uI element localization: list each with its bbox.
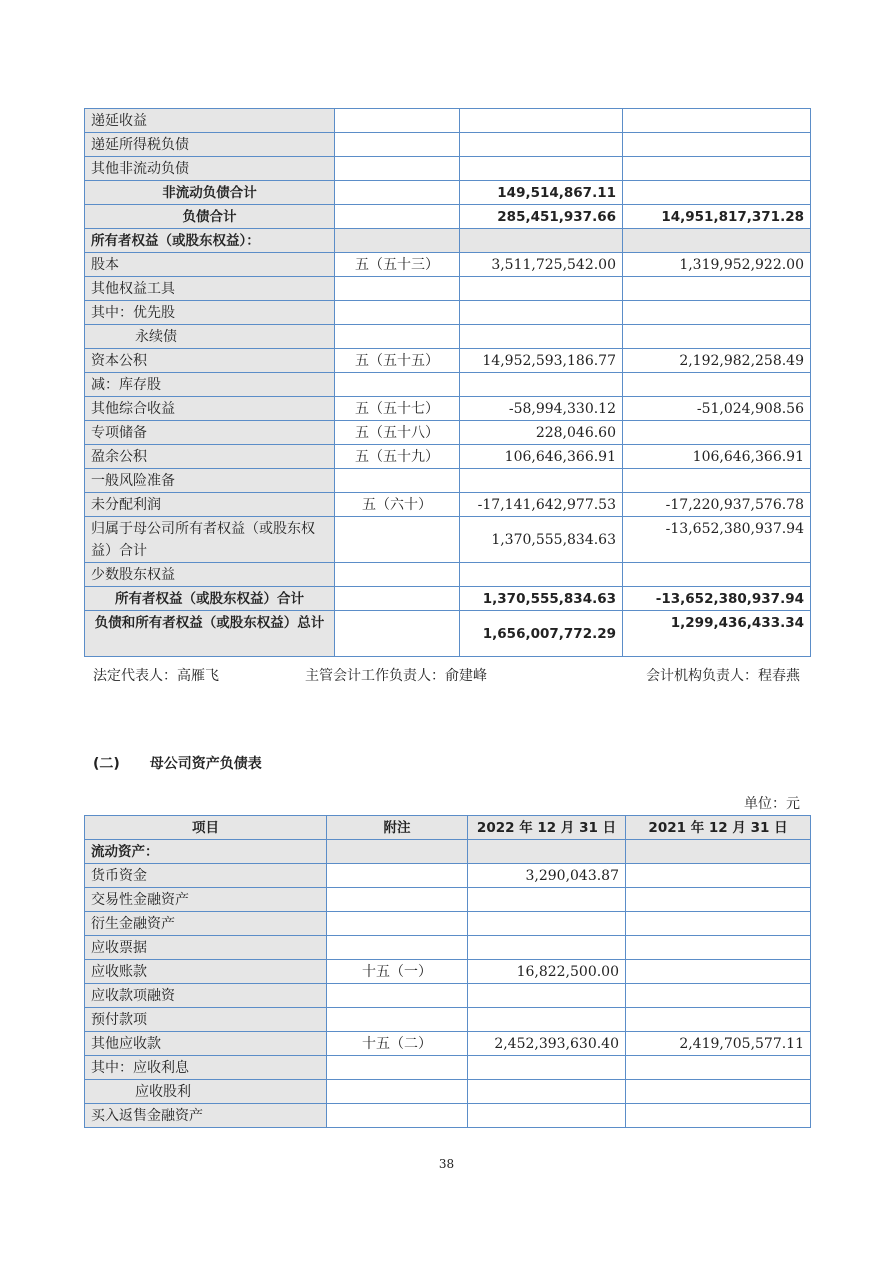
row-note bbox=[335, 109, 460, 133]
row-note: 五（五十五） bbox=[335, 349, 460, 373]
table-row bbox=[85, 181, 811, 205]
table-row bbox=[85, 493, 811, 517]
table-row bbox=[85, 1056, 811, 1080]
row-note bbox=[327, 888, 468, 912]
row-value-2022 bbox=[468, 1008, 626, 1032]
row-value-2022: 285,451,937.66 bbox=[460, 205, 623, 229]
table-row bbox=[85, 133, 811, 157]
table-row bbox=[85, 563, 811, 587]
table-row bbox=[85, 229, 811, 253]
row-label: 其他应收款 bbox=[85, 1032, 327, 1056]
table-row bbox=[85, 373, 811, 397]
row-note bbox=[327, 984, 468, 1008]
row-note: 五（五十七） bbox=[335, 397, 460, 421]
row-value-2022 bbox=[460, 301, 623, 325]
row-value-2021: 1,319,952,922.00 bbox=[623, 253, 811, 277]
row-label: 一般风险准备 bbox=[85, 469, 335, 493]
row-value-2021: 106,646,366.91 bbox=[623, 445, 811, 469]
row-note bbox=[327, 864, 468, 888]
row-value-2022: 1,656,007,772.29 bbox=[460, 611, 623, 657]
row-label: 买入返售金融资产 bbox=[85, 1104, 327, 1128]
table-row bbox=[85, 469, 811, 493]
row-note bbox=[335, 373, 460, 397]
header-note: 附注 bbox=[327, 816, 468, 840]
row-note bbox=[335, 205, 460, 229]
parent-company-balance-sheet bbox=[84, 815, 811, 1128]
row-value-2022 bbox=[460, 277, 623, 301]
row-value-2022 bbox=[460, 563, 623, 587]
row-value-2021 bbox=[626, 912, 811, 936]
row-value-2022 bbox=[468, 840, 626, 864]
row-value-2022: 1,370,555,834.63 bbox=[460, 587, 623, 611]
row-value-2022 bbox=[460, 373, 623, 397]
row-label: 永续债 bbox=[85, 325, 335, 349]
row-value-2021 bbox=[623, 229, 811, 253]
section-title: 母公司资产负债表 bbox=[149, 756, 262, 772]
row-label: 应收账款 bbox=[85, 960, 327, 984]
table-row bbox=[85, 1032, 811, 1056]
table-row bbox=[85, 157, 811, 181]
row-note bbox=[327, 840, 468, 864]
row-note: 十五（一） bbox=[327, 960, 468, 984]
row-value-2022 bbox=[468, 936, 626, 960]
row-label: 递延所得税负债 bbox=[85, 133, 335, 157]
header-item: 项目 bbox=[85, 816, 327, 840]
table-row bbox=[85, 277, 811, 301]
row-value-2022 bbox=[460, 229, 623, 253]
row-label: 盈余公积 bbox=[85, 445, 335, 469]
row-value-2021 bbox=[623, 109, 811, 133]
table-row bbox=[85, 325, 811, 349]
row-value-2022 bbox=[460, 133, 623, 157]
row-label: 减：库存股 bbox=[85, 373, 335, 397]
table-row bbox=[85, 109, 811, 133]
row-label: 应收票据 bbox=[85, 936, 327, 960]
row-value-2022 bbox=[468, 1080, 626, 1104]
row-note bbox=[335, 517, 460, 563]
row-value-2021 bbox=[623, 325, 811, 349]
row-note bbox=[335, 229, 460, 253]
row-label: 股本 bbox=[85, 253, 335, 277]
row-note bbox=[335, 157, 460, 181]
table-row bbox=[85, 936, 811, 960]
row-note bbox=[327, 1104, 468, 1128]
row-label: 其他非流动负债 bbox=[85, 157, 335, 181]
row-value-2022 bbox=[468, 984, 626, 1008]
table-row bbox=[85, 445, 811, 469]
row-note bbox=[335, 611, 460, 657]
unit-label: 单位：元 bbox=[744, 796, 800, 812]
row-value-2021 bbox=[623, 469, 811, 493]
table-row bbox=[85, 864, 811, 888]
row-note bbox=[335, 301, 460, 325]
row-value-2021: -13,652,380,937.94 bbox=[623, 517, 811, 563]
table-row bbox=[85, 1008, 811, 1032]
row-note bbox=[335, 277, 460, 301]
header-2021: 2021 年 12 月 31 日 bbox=[626, 816, 811, 840]
header-2022: 2022 年 12 月 31 日 bbox=[468, 816, 626, 840]
table-row bbox=[85, 517, 811, 563]
table-row bbox=[85, 984, 811, 1008]
row-label: 归属于母公司所有者权益（或股东权益）合计 bbox=[85, 517, 335, 563]
table-row bbox=[85, 205, 811, 229]
row-label: 其他权益工具 bbox=[85, 277, 335, 301]
table-row bbox=[85, 960, 811, 984]
row-label: 其中：优先股 bbox=[85, 301, 335, 325]
row-note bbox=[335, 325, 460, 349]
row-label: 资本公积 bbox=[85, 349, 335, 373]
row-label: 其中：应收利息 bbox=[85, 1056, 327, 1080]
accounting-org-head: 会计机构负责人：程春燕 bbox=[646, 668, 800, 684]
row-value-2021 bbox=[626, 936, 811, 960]
row-value-2021 bbox=[623, 563, 811, 587]
row-value-2021 bbox=[626, 1080, 811, 1104]
row-label: 其他综合收益 bbox=[85, 397, 335, 421]
row-note bbox=[327, 912, 468, 936]
row-label: 非流动负债合计 bbox=[85, 181, 335, 205]
consolidated-balance-sheet-continued bbox=[84, 108, 811, 657]
row-label: 少数股东权益 bbox=[85, 563, 335, 587]
row-note bbox=[335, 587, 460, 611]
row-value-2021 bbox=[626, 960, 811, 984]
table-row bbox=[85, 587, 811, 611]
table1-body bbox=[85, 109, 811, 517]
row-label: 货币资金 bbox=[85, 864, 327, 888]
row-note bbox=[335, 181, 460, 205]
row-note: 五（五十九） bbox=[335, 445, 460, 469]
row-note bbox=[327, 936, 468, 960]
row-value-2022: 14,952,593,186.77 bbox=[460, 349, 623, 373]
table-row bbox=[85, 349, 811, 373]
row-value-2022 bbox=[468, 912, 626, 936]
row-value-2021 bbox=[623, 181, 811, 205]
row-label: 流动资产： bbox=[85, 840, 327, 864]
row-value-2021 bbox=[623, 133, 811, 157]
row-value-2022 bbox=[460, 325, 623, 349]
row-value-2022: 1,370,555,834.63 bbox=[460, 517, 623, 563]
row-note bbox=[335, 133, 460, 157]
row-value-2021: 2,419,705,577.11 bbox=[626, 1032, 811, 1056]
row-value-2021 bbox=[623, 301, 811, 325]
legal-representative: 法定代表人：高雁飞 bbox=[93, 668, 219, 684]
row-value-2022 bbox=[468, 1056, 626, 1080]
row-value-2022 bbox=[460, 109, 623, 133]
row-value-2022: 149,514,867.11 bbox=[460, 181, 623, 205]
row-label: 所有者权益（或股东权益）： bbox=[85, 229, 335, 253]
row-value-2021 bbox=[623, 277, 811, 301]
row-value-2021 bbox=[623, 373, 811, 397]
row-label: 未分配利润 bbox=[85, 493, 335, 517]
row-note: 五（五十八） bbox=[335, 421, 460, 445]
table-row bbox=[85, 301, 811, 325]
row-note bbox=[327, 1008, 468, 1032]
row-label: 交易性金融资产 bbox=[85, 888, 327, 912]
row-value-2022: 16,822,500.00 bbox=[468, 960, 626, 984]
row-value-2021: -13,652,380,937.94 bbox=[623, 587, 811, 611]
row-note: 十五（二） bbox=[327, 1032, 468, 1056]
row-value-2022: 2,452,393,630.40 bbox=[468, 1032, 626, 1056]
row-label: 负债合计 bbox=[85, 205, 335, 229]
row-value-2022: 228,046.60 bbox=[460, 421, 623, 445]
row-value-2022 bbox=[468, 888, 626, 912]
table2-body bbox=[85, 840, 811, 1128]
row-value-2021: -17,220,937,576.78 bbox=[623, 493, 811, 517]
row-label: 应收股利 bbox=[85, 1080, 327, 1104]
table-row bbox=[85, 840, 811, 864]
row-note bbox=[327, 1080, 468, 1104]
row-label: 递延收益 bbox=[85, 109, 335, 133]
row-value-2021: -51,024,908.56 bbox=[623, 397, 811, 421]
row-value-2021 bbox=[626, 1008, 811, 1032]
table-header-row bbox=[85, 816, 811, 840]
row-label: 专项储备 bbox=[85, 421, 335, 445]
section-heading bbox=[93, 753, 292, 773]
page-number: 38 bbox=[438, 1157, 455, 1171]
accounting-head: 主管会计工作负责人：俞建峰 bbox=[305, 668, 487, 684]
table-row bbox=[85, 397, 811, 421]
row-value-2021 bbox=[626, 864, 811, 888]
row-note: 五（五十三） bbox=[335, 253, 460, 277]
row-label: 预付款项 bbox=[85, 1008, 327, 1032]
row-value-2021 bbox=[623, 157, 811, 181]
table-row bbox=[85, 421, 811, 445]
table-row bbox=[85, 1080, 811, 1104]
row-value-2022: -58,994,330.12 bbox=[460, 397, 623, 421]
row-value-2021: 1,299,436,433.34 bbox=[623, 611, 811, 657]
row-label: 衍生金融资产 bbox=[85, 912, 327, 936]
row-value-2022: 3,511,725,542.00 bbox=[460, 253, 623, 277]
row-label: 负债和所有者权益（或股东权益）总计 bbox=[85, 611, 335, 657]
row-value-2022 bbox=[460, 157, 623, 181]
section-number: (二) bbox=[93, 756, 120, 772]
row-value-2021 bbox=[626, 840, 811, 864]
row-value-2021 bbox=[626, 984, 811, 1008]
row-label: 所有者权益（或股东权益）合计 bbox=[85, 587, 335, 611]
table-row bbox=[85, 611, 811, 657]
row-value-2021: 2,192,982,258.49 bbox=[623, 349, 811, 373]
row-value-2021 bbox=[626, 1056, 811, 1080]
row-value-2022: 3,290,043.87 bbox=[468, 864, 626, 888]
row-value-2022: 106,646,366.91 bbox=[460, 445, 623, 469]
row-value-2022: -17,141,642,977.53 bbox=[460, 493, 623, 517]
row-note: 五（六十） bbox=[335, 493, 460, 517]
row-value-2021 bbox=[626, 1104, 811, 1128]
row-note bbox=[335, 469, 460, 493]
row-note bbox=[327, 1056, 468, 1080]
table-row bbox=[85, 253, 811, 277]
table-row bbox=[85, 1104, 811, 1128]
row-value-2021 bbox=[623, 421, 811, 445]
row-label: 应收款项融资 bbox=[85, 984, 327, 1008]
table1-footer bbox=[85, 517, 811, 657]
row-value-2022 bbox=[468, 1104, 626, 1128]
table-row bbox=[85, 888, 811, 912]
row-value-2021: 14,951,817,371.28 bbox=[623, 205, 811, 229]
row-value-2022 bbox=[460, 469, 623, 493]
table-row bbox=[85, 912, 811, 936]
row-note bbox=[335, 563, 460, 587]
row-value-2021 bbox=[626, 888, 811, 912]
